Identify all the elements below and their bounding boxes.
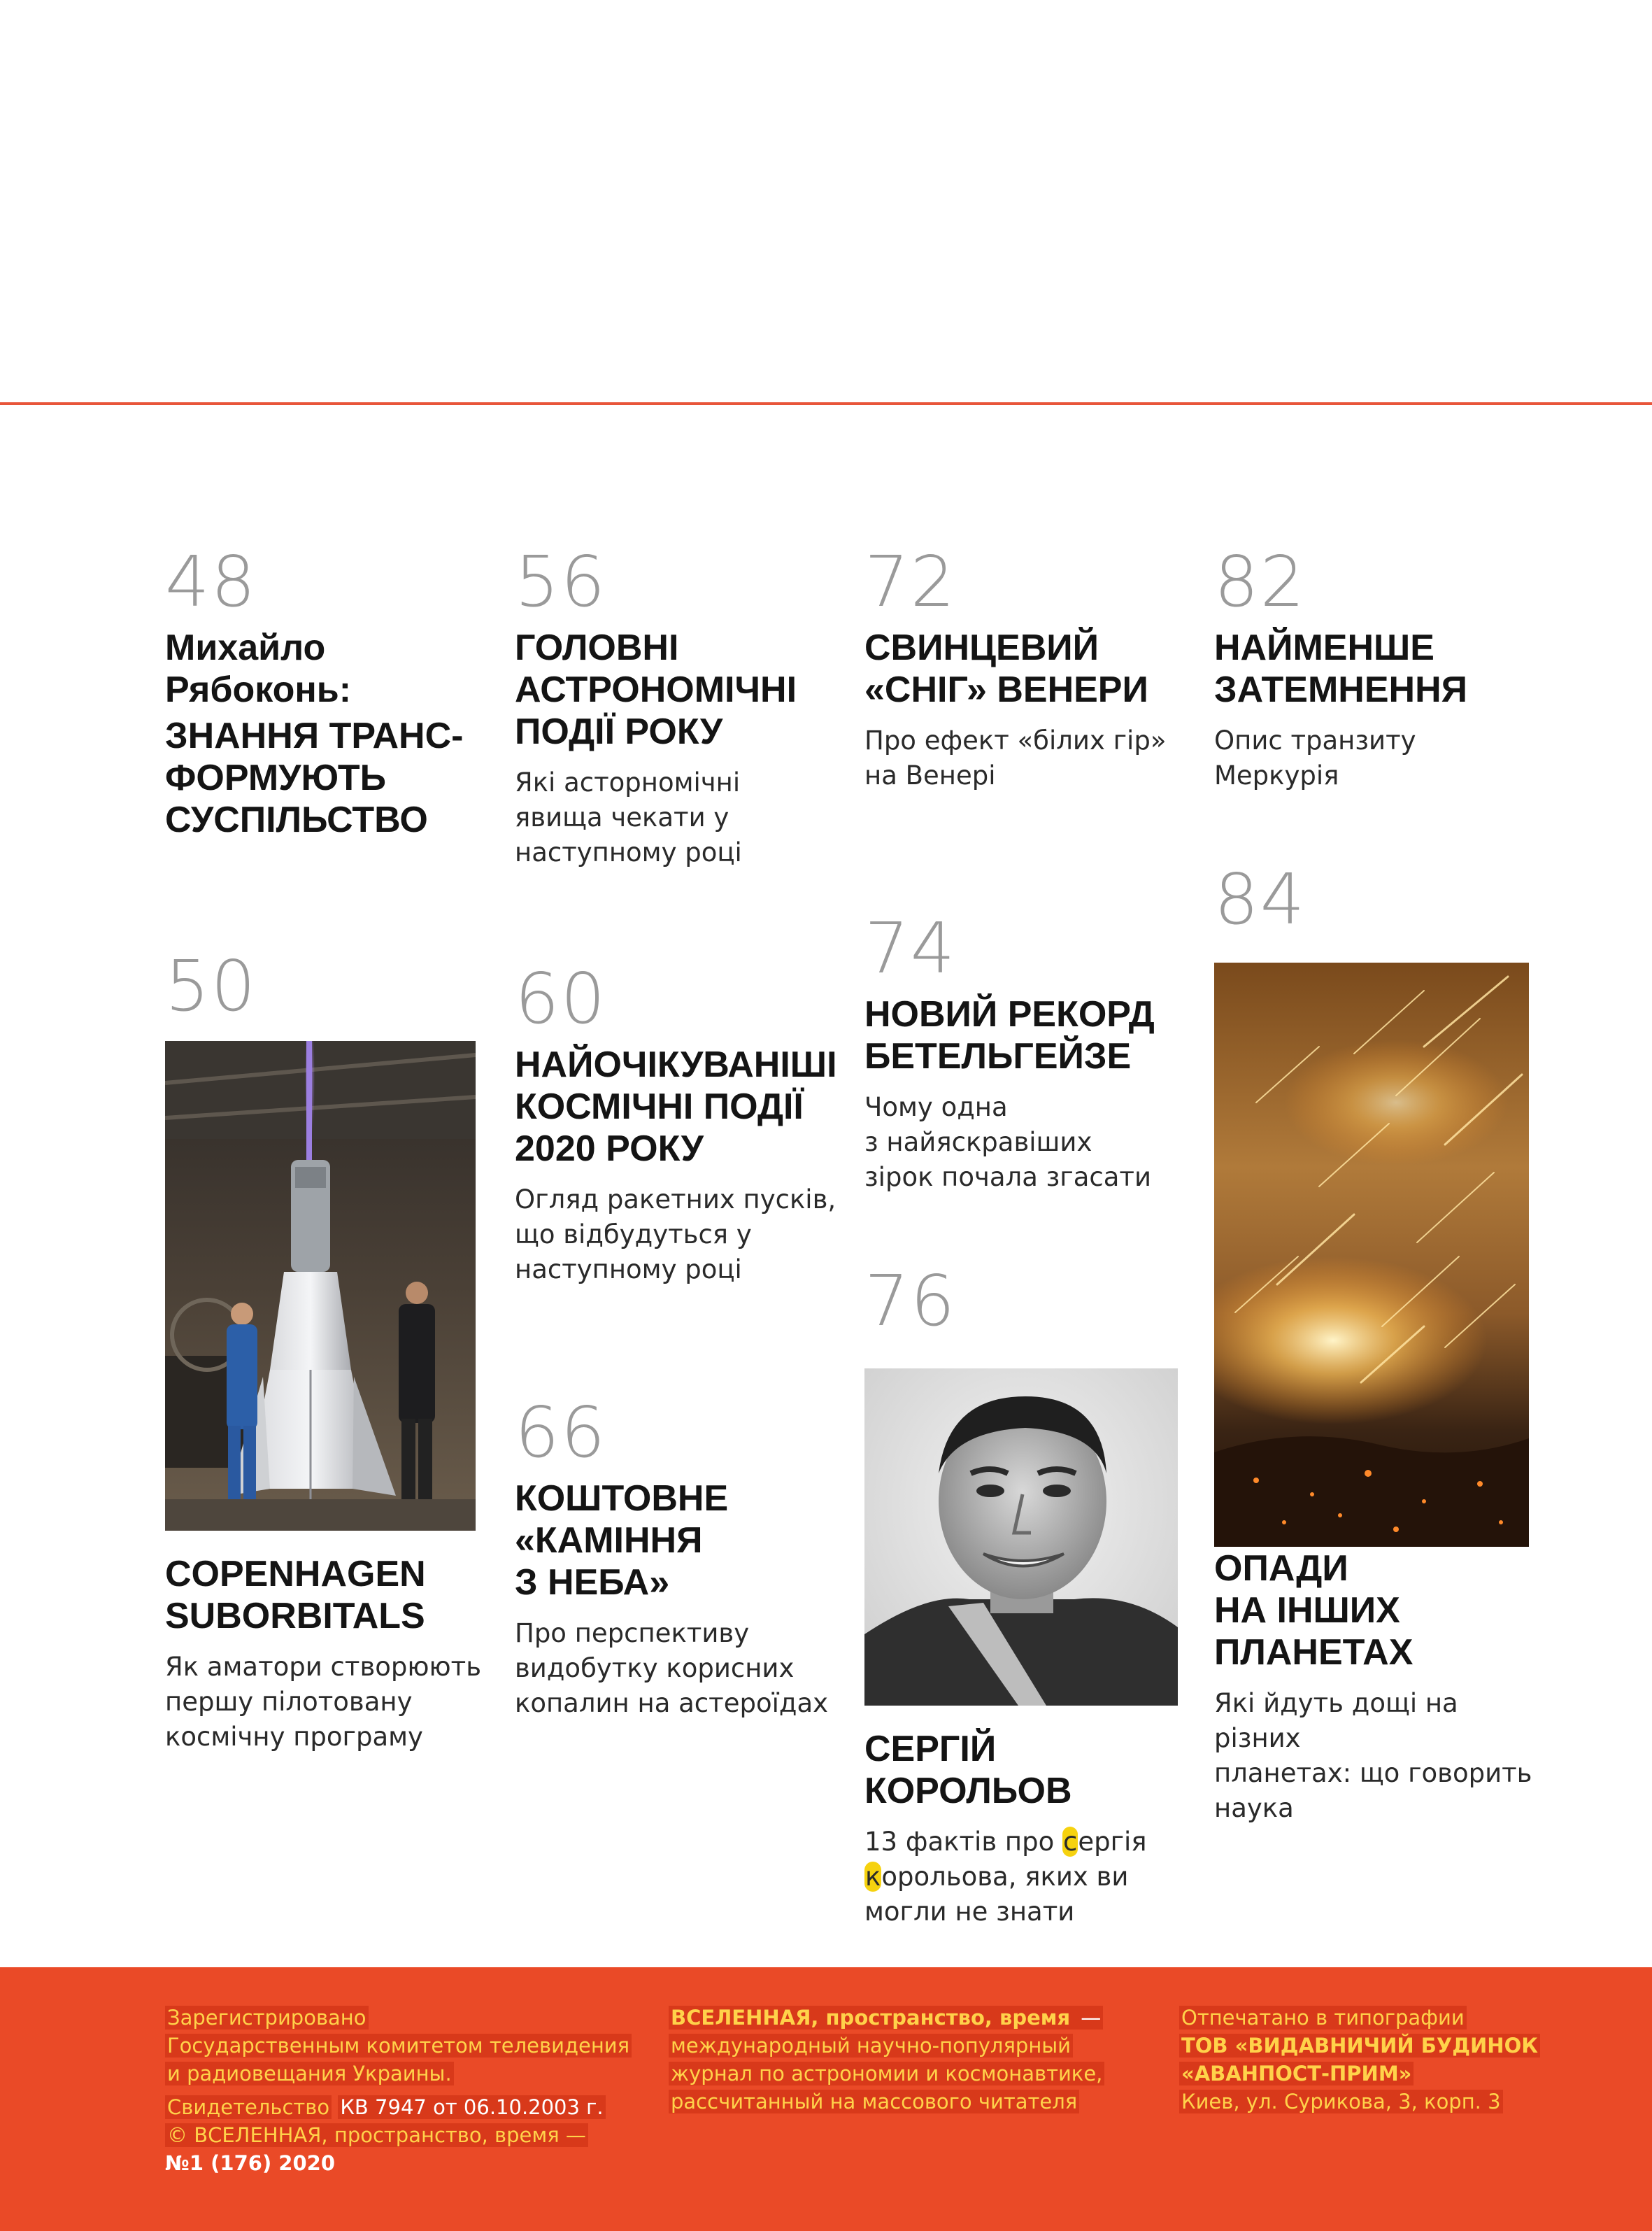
article-summary: Про перспективу видобутку корисних копалин на астероїдах xyxy=(515,1618,829,1718)
article-title: ГОЛОВНІ АСТРОНОМІЧНІ ПОДІЇ РОКУ xyxy=(515,628,797,752)
page-number: 56 xyxy=(515,541,607,623)
footer-registration: Зарегистрировано Государственным комитетом телевидения и радиовещания Украины. Свидетельство КВ 7947 от 06.10.2003 г. © ВСЕЛЕННАЯ, пространство, время — №1 (176) 2020 xyxy=(165,2004,632,2177)
toc-item-76-text[interactable] xyxy=(864,1728,1193,1929)
page-number: 74 xyxy=(864,907,957,989)
meteor-rain-image xyxy=(1214,963,1529,1547)
footer-description: ВСЕЛЕННАЯ, пространство, время — международный научно-популярный журнал по астрономии и космонавтике, рассчитанный на массового читателя xyxy=(669,2004,1104,2116)
article-summary: 13 фактів про сергія корольова, яких ви могли не знати xyxy=(864,1827,1147,1927)
text-highlight: к xyxy=(865,1862,881,1892)
rocket-photo xyxy=(165,1041,476,1531)
toc-item-66[interactable] xyxy=(515,1391,843,1721)
toc-item-56[interactable] xyxy=(515,541,843,870)
page-number: 66 xyxy=(515,1391,607,1473)
article-summary: Огляд ракетних пусків, що відбудуться у наступному році xyxy=(515,1184,836,1284)
toc-item-76[interactable] xyxy=(864,1260,1193,1342)
toc-item-84-text[interactable] xyxy=(1214,1547,1543,1826)
page-number: 84 xyxy=(1214,858,1306,940)
toc-item-50-text[interactable] xyxy=(165,1553,494,1755)
toc-item-74[interactable] xyxy=(864,907,1193,1195)
article-title: COPENHAGEN SUBORBITALS xyxy=(165,1554,426,1636)
toc-item-82[interactable] xyxy=(1214,541,1543,793)
article-summary: Опис транзиту Меркурія xyxy=(1214,725,1416,791)
toc-item-72[interactable] xyxy=(864,541,1193,793)
page-number: 48 xyxy=(165,541,257,623)
page-number: 76 xyxy=(864,1260,957,1342)
article-title: НАЙМЕНШЕ ЗАТЕМНЕННЯ xyxy=(1214,628,1468,710)
toc-item-50[interactable] xyxy=(165,945,494,1027)
toc-item-84[interactable] xyxy=(1214,858,1543,940)
article-summary: Які асторномічні явища чекати у наступному році xyxy=(515,767,742,867)
article-title: КОШТОВНЕ «КАМІННЯ З НЕБА» xyxy=(515,1478,729,1603)
toc-item-60[interactable] xyxy=(515,958,843,1287)
article-title: НАЙОЧІКУВАНІШІ КОСМІЧНІ ПОДІЇ 2020 РОКУ xyxy=(515,1044,837,1169)
article-title: СВИНЦЕВИЙ «СНІГ» ВЕНЕРИ xyxy=(864,628,1148,710)
top-divider xyxy=(0,402,1652,405)
article-title: ОПАДИ НА ІНШИХ ПЛАНЕТАХ xyxy=(1214,1548,1414,1673)
article-summary: Які йдуть дощі на різних планетах: що говорить наука xyxy=(1214,1688,1532,1823)
text-highlight: с xyxy=(1062,1827,1078,1857)
article-title: ЗНАННЯ ТРАНС- ФОРМУЮТЬ СУСПІЛЬСТВО xyxy=(165,716,464,840)
article-summary: Як аматори створюють першу пілотовану космічну програму xyxy=(165,1652,482,1752)
article-title: НОВИЙ РЕКОРД БЕТЕЛЬГЕЙЗЕ xyxy=(864,994,1155,1077)
korolev-portrait xyxy=(864,1368,1178,1706)
article-author: Михайло Рябоконь: xyxy=(165,628,352,710)
imprint-footer xyxy=(0,1967,1652,2231)
toc-item-48[interactable] xyxy=(165,541,494,841)
article-summary: Чому одна з найяскравіших зірок почала згасати xyxy=(864,1092,1152,1192)
article-title: СЕРГІЙ КОРОЛЬОВ xyxy=(864,1729,1072,1811)
article-summary: Про ефект «білих гір» на Венері xyxy=(864,725,1167,791)
page-number: 60 xyxy=(515,958,607,1040)
page-number: 82 xyxy=(1214,541,1306,623)
page-number: 72 xyxy=(864,541,957,623)
page-number: 50 xyxy=(165,945,257,1027)
footer-printer: Отпечатано в типографии ТОВ «ВИДАВНИЧИЙ БУДИНОК «АВАНПОСТ-ПРИМ» Киев, ул. Сурикова, 3, корп. 3 xyxy=(1179,2004,1540,2116)
